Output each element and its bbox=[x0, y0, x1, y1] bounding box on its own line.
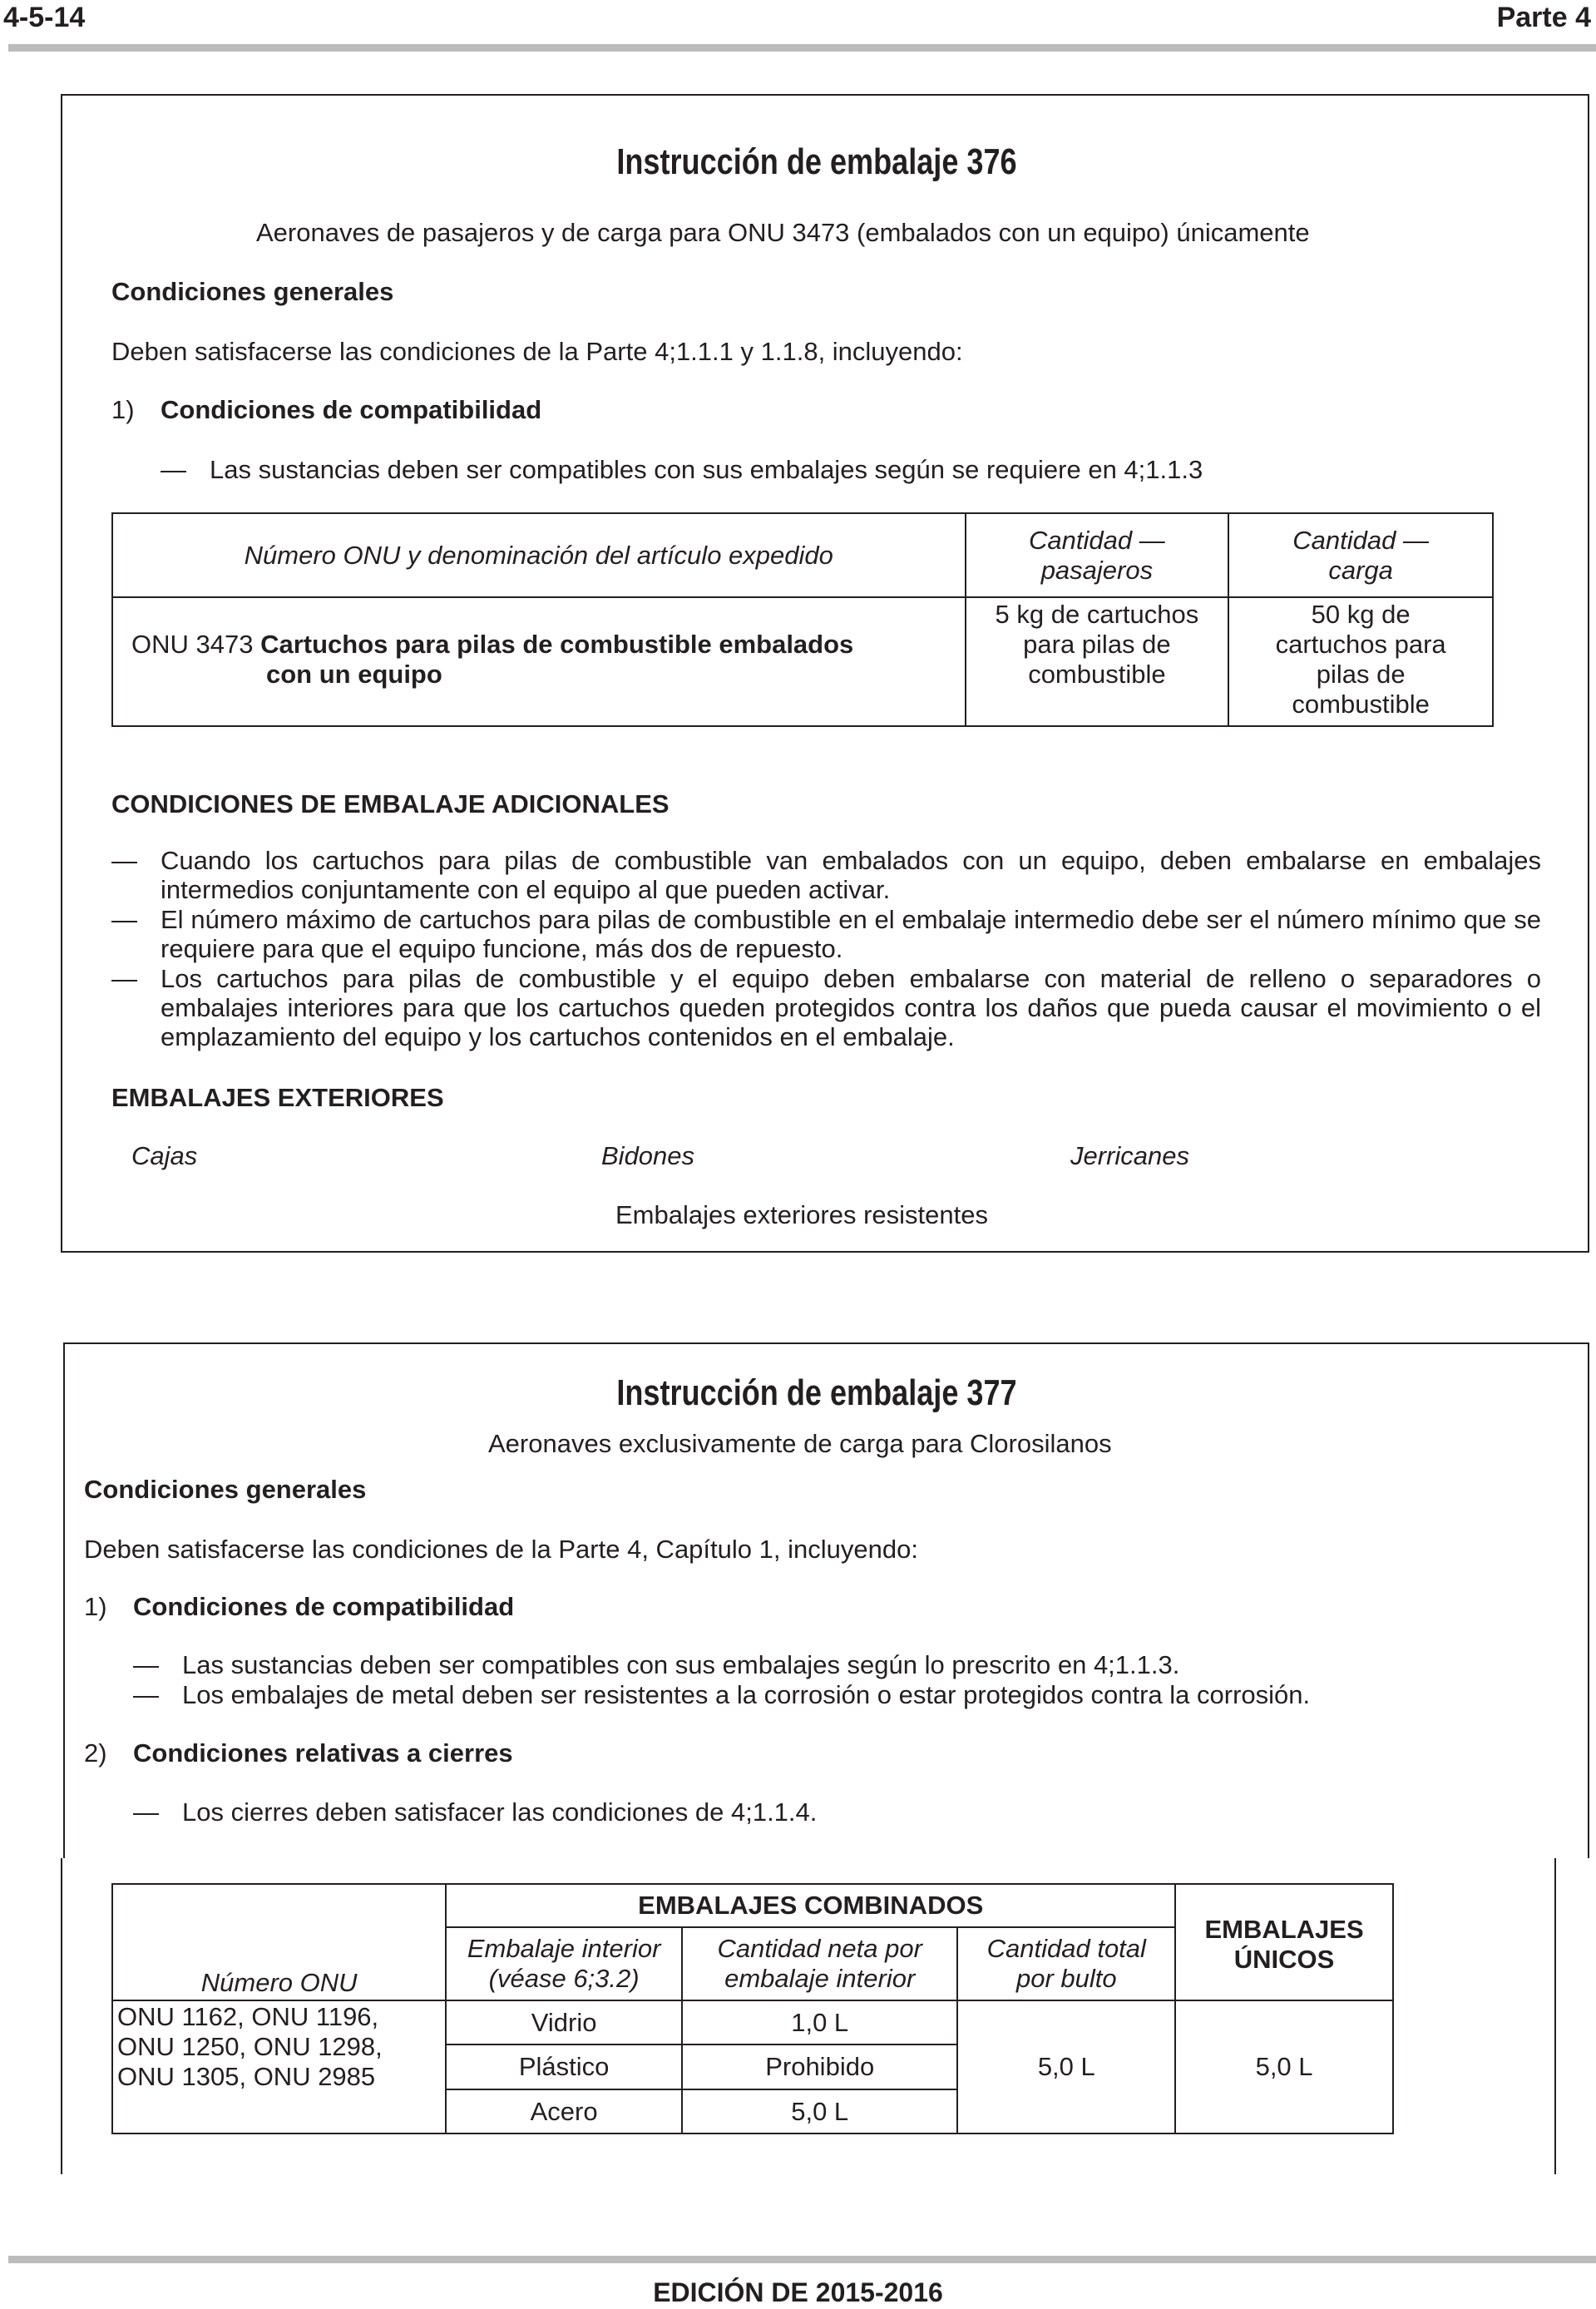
pi376-row-name-line1: Cartuchos para pilas de combustible embalados bbox=[260, 630, 854, 659]
pi377-un-numbers-line1: ONU 1162, ONU 1196, bbox=[117, 2002, 379, 2031]
header-rule bbox=[8, 44, 1596, 52]
pi377-item2-dash-1: — bbox=[133, 1797, 159, 1827]
pi377-net-header-line1: Cantidad neta por bbox=[717, 1934, 922, 1963]
pi377-packaging-table bbox=[111, 1883, 1394, 2134]
pi377-un-header bbox=[112, 1927, 446, 2000]
pi377-net-glass: 1,0 L bbox=[682, 2000, 958, 2044]
pi377-item2-number: 2) bbox=[84, 1738, 107, 1768]
pi377-item1-line-1: Las sustancias deben ser compatibles con sus embalajes según lo prescrito en 4;1.1.3. bbox=[182, 1650, 1180, 1679]
edition-label: EDICIÓN DE 2015-2016 bbox=[653, 2277, 943, 2307]
pi377-frame-left-upper bbox=[63, 1342, 65, 1858]
pi376-pax-qty-line1: 5 kg de cartuchos bbox=[995, 600, 1199, 629]
pi377-single-header bbox=[1175, 1884, 1393, 2000]
pi376-row-name-line2: con un equipo bbox=[266, 660, 442, 689]
pi376-pax-qty-line3: combustible bbox=[1028, 660, 1166, 689]
pi376-pax-qty-line2: para pilas de bbox=[1023, 630, 1171, 659]
pi376-row-pax-qty bbox=[966, 597, 1229, 726]
pi376-quantity-table bbox=[111, 512, 1494, 727]
pi377-single-header-line1: EMBALAJES bbox=[1204, 1915, 1364, 1944]
pi376-outer-boxes: Cajas bbox=[131, 1141, 198, 1170]
pi376-outer-heading: EMBALAJES EXTERIORES bbox=[111, 1083, 444, 1112]
pi377-item1-title: Condiciones de compatibilidad bbox=[133, 1592, 515, 1621]
pi376-item1-title: Condiciones de compatibilidad bbox=[161, 395, 542, 424]
pi377-inner-header-line2: (véase 6;3.2) bbox=[488, 1964, 640, 1993]
pi377-item1-line-2: Los embalajes de metal deben ser resistentes a la corrosión o estar protegidos contra la corrosión. bbox=[182, 1680, 1311, 1709]
pi376-cargo-qty-line3: pilas de bbox=[1316, 660, 1406, 689]
pi377-total-qty: 5,0 L bbox=[957, 2000, 1175, 2133]
pi376-row-article bbox=[112, 597, 966, 726]
pi376-additional-item-1: Cuando los cartuchos para pilas de combustible van embalados con un equipo, deben embalarse en embalajes intermedios conjuntamente con el equipo al que pueden activar. bbox=[161, 846, 1541, 904]
pi376-intro: Deben satisfacerse las condiciones de la Parte 4;1.1.1 y 1.1.8, incluyendo: bbox=[111, 337, 963, 366]
pi377-frame-top bbox=[63, 1342, 1589, 1344]
pi377-inner-plastic: Plástico bbox=[446, 2044, 682, 2089]
pi377-total-header-line1: Cantidad total bbox=[986, 1934, 1146, 1963]
pi376-item1-text: Las sustancias deben ser compatibles con sus embalajes según se requiere en 4;1.1.3 bbox=[210, 455, 1203, 484]
pi376-subtitle: Aeronaves de pasajeros y de carga para ONU 3473 (embalados con un equipo) únicamente bbox=[256, 218, 1310, 247]
pi377-single-header-line2: ÚNICOS bbox=[1233, 1945, 1335, 1974]
pi376-additional-heading: CONDICIONES DE EMBALAJE ADICIONALES bbox=[111, 789, 670, 818]
pi377-item1-number: 1) bbox=[84, 1592, 107, 1621]
pi376-cargo-header-line2: carga bbox=[1328, 555, 1393, 585]
pi377-item2-title: Condiciones relativas a cierres bbox=[133, 1738, 513, 1768]
pi377-combined-header-text: EMBALAJES COMBINADOS bbox=[638, 1891, 984, 1920]
pi376-pax-header-line2: pasajeros bbox=[1040, 555, 1154, 585]
pi377-un-numbers bbox=[112, 2000, 446, 2133]
page-number: 4-5-14 bbox=[3, 2, 86, 33]
pi376-cargo-qty-line2: cartuchos para bbox=[1275, 630, 1446, 659]
pi376-row-un-number: ONU 3473 bbox=[131, 630, 254, 659]
pi377-un-numbers-line2: ONU 1250, ONU 1298, bbox=[117, 2032, 383, 2061]
pi377-inner-header-line1: Embalaje interior bbox=[467, 1934, 661, 1963]
pi376-general-heading: Condiciones generales bbox=[111, 277, 394, 306]
pi377-single-qty: 5,0 L bbox=[1175, 2000, 1393, 2133]
pi376-item1-number: 1) bbox=[111, 395, 135, 424]
pi377-inner-steel: Acero bbox=[446, 2089, 682, 2133]
pi377-subtitle: Aeronaves exclusivamente de carga para Clorosilanos bbox=[488, 1429, 1112, 1458]
pi377-net-steel: 5,0 L bbox=[682, 2089, 958, 2133]
pi377-item1-dash-2: — bbox=[133, 1680, 159, 1709]
pi377-un-numbers-line3: ONU 1305, ONU 2985 bbox=[117, 2062, 376, 2091]
pi377-general-heading: Condiciones generales bbox=[84, 1475, 367, 1504]
pi376-additional-dash-2: — bbox=[111, 905, 137, 934]
pi377-net-plastic: Prohibido bbox=[682, 2044, 958, 2089]
pi377-total-header bbox=[957, 1927, 1175, 2000]
pi376-col-header-un bbox=[112, 513, 966, 597]
pi376-pax-header-line1: Cantidad — bbox=[1029, 525, 1165, 555]
pi377-combined-header bbox=[446, 1884, 1175, 1927]
pi377-intro: Deben satisfacerse las condiciones de la Parte 4, Capítulo 1, incluyendo: bbox=[84, 1535, 918, 1564]
pi376-additional-item-2: El número máximo de cartuchos para pilas de combustible en el embalaje intermedio debe ser el número mínimo que se requiere para que el equipo funcione, más dos de repuesto. bbox=[161, 905, 1541, 963]
part-label: Parte 4 bbox=[1496, 2, 1591, 33]
pi377-frame-right-lower bbox=[1554, 1858, 1556, 2174]
pi377-item1-dash-1: — bbox=[133, 1650, 159, 1679]
pi377-frame-left-lower bbox=[61, 1858, 62, 2174]
pi376-outer-strong: Embalajes exteriores resistentes bbox=[615, 1200, 988, 1229]
pi377-net-header-line2: embalaje interior bbox=[724, 1964, 916, 1993]
pi377-item2-line-1: Los cierres deben satisfacer las condiciones de 4;1.1.4. bbox=[182, 1797, 818, 1827]
pi376-title: Instrucción de embalaje 376 bbox=[616, 141, 1017, 182]
pi376-additional-dash-1: — bbox=[111, 846, 137, 875]
pi377-un-header-text: Número ONU bbox=[200, 1968, 358, 1997]
pi377-inner-glass: Vidrio bbox=[446, 2000, 682, 2044]
pi376-col-header-pax bbox=[966, 513, 1229, 597]
pi376-col-header-cargo bbox=[1228, 513, 1493, 597]
pi376-additional-dash-3: — bbox=[111, 964, 137, 993]
pi376-cargo-qty-line1: 50 kg de bbox=[1311, 600, 1411, 629]
pi377-un-header-top bbox=[112, 1884, 446, 1927]
footer-rule bbox=[8, 2256, 1596, 2263]
pi376-row-cargo-qty bbox=[1228, 597, 1493, 726]
table-row bbox=[112, 2000, 1393, 2044]
pi377-inner-header bbox=[446, 1927, 682, 2000]
pi376-item1-dash: — bbox=[161, 455, 186, 484]
pi377-frame-right-upper bbox=[1588, 1342, 1589, 1858]
pi376-col-header-un-text: Número ONU y denominación del artículo expedido bbox=[244, 540, 833, 570]
pi376-cargo-qty-line4: combustible bbox=[1292, 690, 1430, 719]
pi377-title: Instrucción de embalaje 377 bbox=[616, 1372, 1017, 1413]
pi377-total-header-line2: por bulto bbox=[1015, 1964, 1117, 1993]
pi376-outer-drums: Bidones bbox=[601, 1141, 695, 1170]
pi376-cargo-header-line1: Cantidad — bbox=[1292, 525, 1429, 555]
pi376-additional-item-3: Los cartuchos para pilas de combustible y el equipo deben embalarse con material de relleno o separadores o embalajes interiores para que los cartuchos queden protegidos contra los daños que pueda causar el movimiento o el emplazamiento del equipo y los cartuchos contenidos en el embalaje. bbox=[161, 964, 1541, 1051]
pi376-outer-jerricans: Jerricanes bbox=[1070, 1141, 1189, 1170]
pi377-net-header bbox=[682, 1927, 958, 2000]
